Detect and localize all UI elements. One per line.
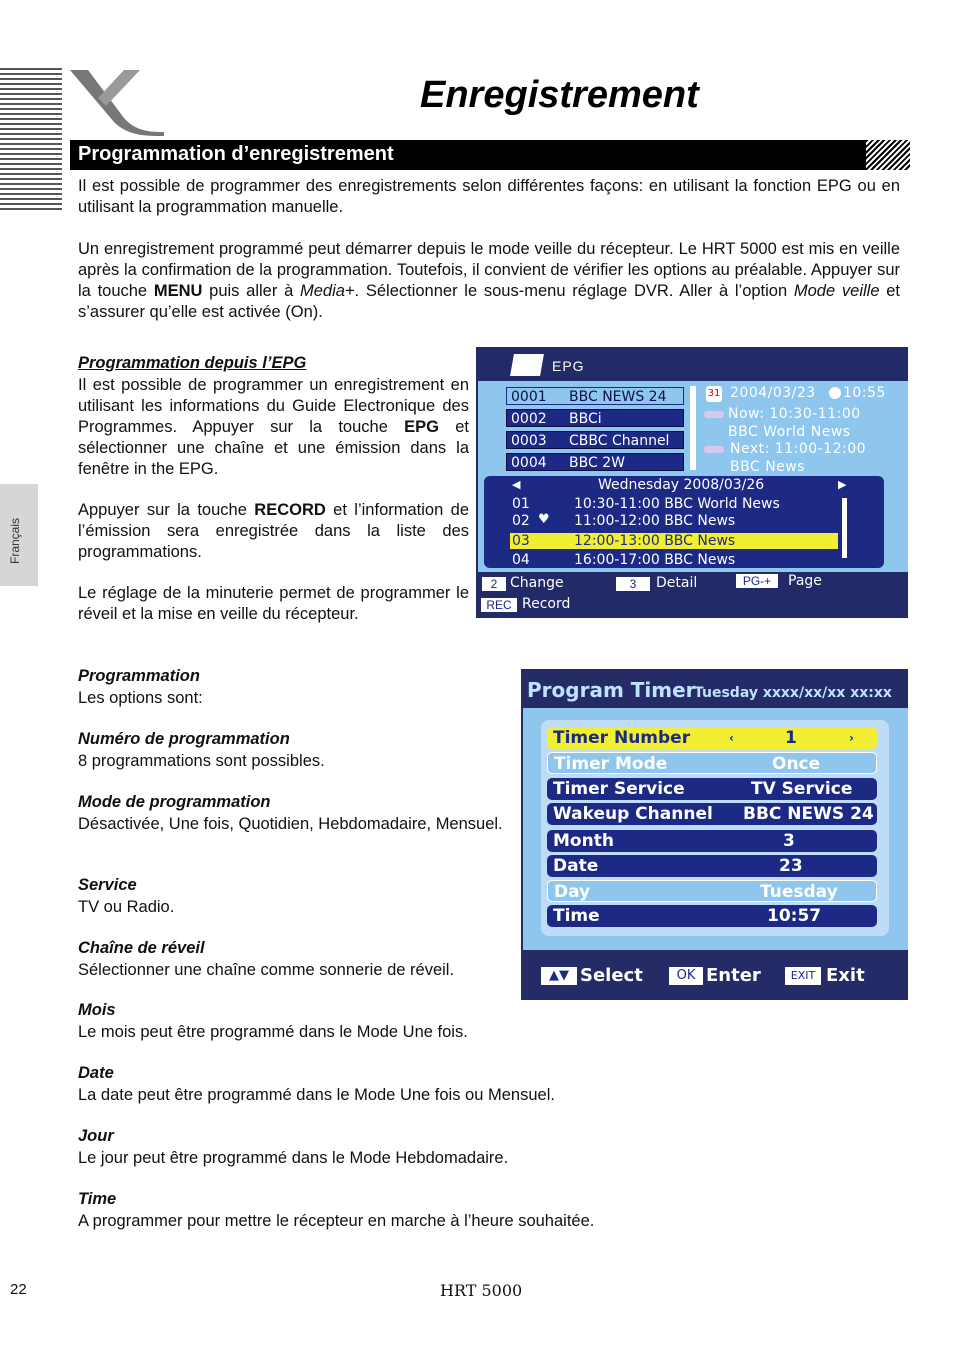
heart-icon: ♥ [538,512,550,527]
key-rec-icon: REC [481,598,517,612]
option-text: La date peut être programmé dans le Mode Une fois ou Mensuel. [78,1086,555,1104]
epg-next-title: BBC News [730,459,806,475]
timer-screen-date: Tuesday xxxx/xx/xx xx:xx [694,685,892,701]
epg-paragraph-3: Le réglage de la minuterie permet de programmer le réveil et la mise en veille du récepteur. [78,584,469,623]
timer-screen-title: Program Timer [527,678,696,702]
page-number: 22 [10,1281,27,1298]
calendar-icon: 31 [706,386,722,402]
epg-program-row-selected: 03 12:00-13:00 BBC News [510,533,838,549]
epg-time: 10:55 [843,385,886,401]
epg-section-heading: Programmation depuis l’EPG [78,354,307,372]
page-title: Enregistrement [420,74,699,116]
option-text: A programmer pour mettre le récepteur en marche à l’heure souhaitée. [78,1212,595,1230]
timer-row: Day Tuesday [547,880,877,902]
up-down-arrow-icon: ▲▼ [541,967,577,985]
key-page-icon: PG-+ [736,574,778,588]
section-hatch-decoration [866,140,910,170]
timer-select-label: Select [580,965,643,986]
section-header [70,140,884,170]
epg-channel-scrollbar [690,386,696,470]
footer-model: HRT 5000 [440,1281,523,1300]
option-heading: Time [78,1190,117,1208]
epg-record-label: Record [522,596,571,612]
right-arrow-icon: ▶ [838,478,847,491]
ok-key-icon: OK [669,967,703,985]
intro-paragraph-2: Un enregistrement programmé peut démarrer depuis le mode veille du récepteur. Le HRT 5000 est mis en veille après la confirmation de la programmation. Toutefois, il convient de vérifier les options au préalable. Appuyer sur la touche MENU puis aller à Media+. Sélectionner le sous-menu réglage DVR. Aller à l’option Mode veille et s’assurer qu’elle est activée (On). [78,240,900,321]
timer-row: Date 23 [547,855,877,877]
option-text: Les options sont: [78,689,203,707]
timer-row: Timer Mode Once [547,752,877,774]
language-label: Français [8,517,22,564]
now-indicator [704,411,724,418]
brand-logo [66,66,166,136]
epg-program-row: 04 16:00-17:00 BBC News [512,552,736,568]
left-arrow-icon: ◀ [512,478,521,491]
option-text: Sélectionner une chaîne comme sonnerie de réveil. [78,961,455,979]
epg-paragraph-1: Il est possible de programmer un enregistrement en utilisant les informations du Guide Electronique des Programmes. Appuyer sur la touche EPG et sélectionner une chaîne et une émission dans la fenêtre in the EPG. [78,376,469,478]
option-heading: Programmation [78,667,200,685]
epg-channel-row: 0001 BBC NEWS 24 [506,387,684,405]
exit-key-icon: EXIT [785,967,821,985]
epg-program-row: 02 11:00-12:00 BBC News [512,513,736,529]
option-heading: Date [78,1064,114,1082]
intro-paragraph-1: Il est possible de programmer des enregistrements selon différentes façons: en utilisant la fonction EPG ou en utilisant la programmation manuelle. [78,177,900,216]
option-heading: Chaîne de réveil [78,939,205,957]
timer-row: Wakeup Channel BBC NEWS 24 [547,803,877,825]
next-indicator [704,446,724,453]
epg-channel-row: 0003 CBBC Channel [506,431,684,449]
epg-date: 2004/03/23 [730,385,816,401]
timer-row: Time 10:57 [547,905,877,927]
option-heading: Service [78,876,137,894]
option-text: Le jour peut être programmé dans le Mode Hebdomadaire. [78,1149,509,1167]
option-heading: Jour [78,1127,114,1145]
language-side-tab [0,484,38,586]
timer-row: Timer Service TV Service [547,778,877,800]
option-heading: Numéro de programmation [78,730,290,748]
right-chevron-icon: › [849,731,854,745]
epg-change-label: Change [510,575,564,591]
option-heading: Mois [78,1001,116,1019]
timer-exit-label: Exit [826,965,865,986]
epg-now-title: BBC World News [728,424,851,440]
option-heading: Mode de programmation [78,793,271,811]
timer-row: Month 3 [547,830,877,852]
option-text: 8 programmations sont possibles. [78,752,325,770]
option-text: Désactivée, Une fois, Quotidien, Hebdomadaire, Mensuel. [78,815,503,833]
epg-program-row: 01 10:30-11:00 BBC World News [512,496,780,512]
epg-list-date: Wednesday 2008/03/26 [598,477,765,493]
epg-screen-title: EPG [552,358,585,374]
key-3-icon: 3 [616,577,650,591]
epg-page-label: Page [788,573,822,589]
decorative-stripes [0,68,62,210]
epg-now-line: Now: 10:30-11:00 [728,406,861,422]
section-title: Programmation d’enregistrement [78,143,394,165]
folder-icon [510,354,544,376]
key-2-icon: 2 [482,577,506,591]
clock-icon [829,387,841,399]
timer-row: Timer Number ‹ 1 › [547,727,877,749]
option-text: Le mois peut être programmé dans le Mode Une fois. [78,1023,468,1041]
epg-detail-label: Detail [656,575,698,591]
timer-enter-label: Enter [706,965,761,986]
option-text: TV ou Radio. [78,898,175,916]
epg-channel-row: 0002 BBCi [506,409,684,427]
epg-next-line: Next: 11:00-12:00 [730,441,867,457]
epg-paragraph-2: Appuyer sur la touche RECORD et l’information de l’émission sera enregistrée dans la liste des programmations. [78,501,469,561]
epg-channel-row: 0004 BBC 2W [506,453,684,471]
epg-list-scrollbar [842,498,847,558]
left-chevron-icon: ‹ [729,731,734,745]
